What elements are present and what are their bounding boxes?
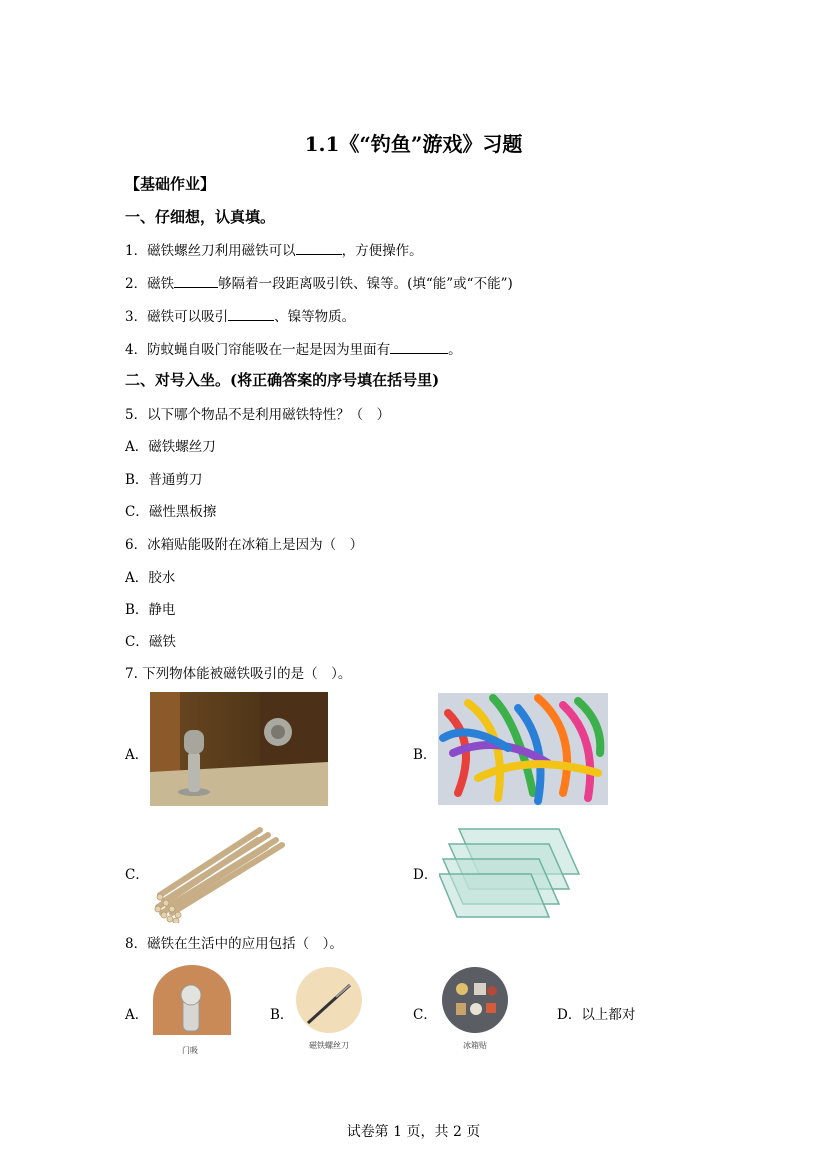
q6-stem: 6．冰箱贴能吸附在冰箱上是因为（ ） — [125, 537, 364, 553]
q8-caption-c: 冰箱贴 — [463, 1041, 487, 1050]
q1-blank[interactable] — [296, 241, 342, 255]
q7-option-b-label[interactable]: B． — [413, 747, 437, 763]
q7-stem: 7. 下列物体能被磁铁吸引的是（ ）。 — [125, 666, 352, 682]
page-footer: 试卷第 1 页，共 2 页 — [346, 1124, 481, 1140]
q8-option-a-label[interactable]: A． — [125, 1007, 149, 1023]
magnet-screwdriver-image[interactable] — [296, 967, 362, 1033]
q5-stem: 5．以下哪个物品不是利用磁铁特性？（ ） — [125, 407, 391, 423]
q7-option-d-label[interactable]: D． — [413, 867, 438, 883]
q5-option-c[interactable]: C．磁性黑板擦 — [125, 504, 217, 520]
q8-caption-b: 磁铁螺丝刀 — [309, 1041, 349, 1050]
q2-text-after: 够隔着一段距离吸引铁、镍等。(填“能”或“不能”) — [218, 276, 513, 292]
q5-option-a[interactable]: A．磁铁螺丝刀 — [125, 439, 216, 455]
page-title: 1.1《“钓鱼”游戏》习题 — [304, 132, 523, 156]
q3-text-after: 、镍等物质。 — [274, 309, 356, 325]
question-2 — [125, 272, 513, 292]
q7-option-c-label[interactable]: C． — [125, 867, 149, 883]
q7-option-a-label[interactable]: A． — [125, 747, 149, 763]
q3-blank[interactable] — [228, 307, 274, 321]
q1-text: 1．磁铁螺丝刀利用磁铁可以 — [125, 243, 296, 259]
question-1 — [125, 239, 423, 259]
q4-text-after: 。 — [448, 342, 462, 358]
q8-option-b-label[interactable]: B． — [270, 1007, 294, 1023]
q8-option-d[interactable]: D．以上都对 — [557, 1007, 636, 1023]
q3-text: 3．磁铁可以吸引 — [125, 309, 229, 325]
q5-option-b[interactable]: B．普通剪刀 — [125, 472, 203, 488]
plastic-straws-image[interactable] — [438, 693, 608, 805]
q6-option-b[interactable]: B．静电 — [125, 602, 176, 618]
q6-option-a[interactable]: A．胶水 — [125, 570, 176, 586]
fridge-magnets-image[interactable] — [442, 967, 508, 1033]
part2-title: 二、对号入坐。(将正确答案的序号填在括号里) — [125, 371, 440, 389]
q8-option-c-label[interactable]: C． — [413, 1007, 437, 1023]
question-4 — [125, 338, 462, 358]
glass-panes-image[interactable] — [439, 819, 587, 919]
q4-text: 4．防蚊蝇自吸门帘能吸在一起是因为里面有 — [125, 342, 391, 358]
question-3 — [125, 305, 355, 325]
wooden-sticks-image[interactable] — [150, 815, 290, 923]
q4-blank[interactable] — [390, 340, 448, 354]
q8-caption-a: 门吸 — [182, 1046, 198, 1055]
q1-text-after: ，方便操作。 — [341, 243, 423, 259]
q8-stem: 8．磁铁在生活中的应用包括（ ）。 — [125, 936, 343, 952]
door-stopper-image[interactable] — [150, 692, 328, 806]
q6-option-c[interactable]: C．磁铁 — [125, 634, 176, 650]
q2-blank[interactable] — [174, 274, 218, 288]
part1-title: 一、仔细想，认真填。 — [125, 208, 276, 226]
door-magnet-image[interactable] — [153, 965, 231, 1035]
q2-text: 2．磁铁 — [125, 276, 175, 292]
section-basic: 【基础作业】 — [125, 175, 216, 193]
